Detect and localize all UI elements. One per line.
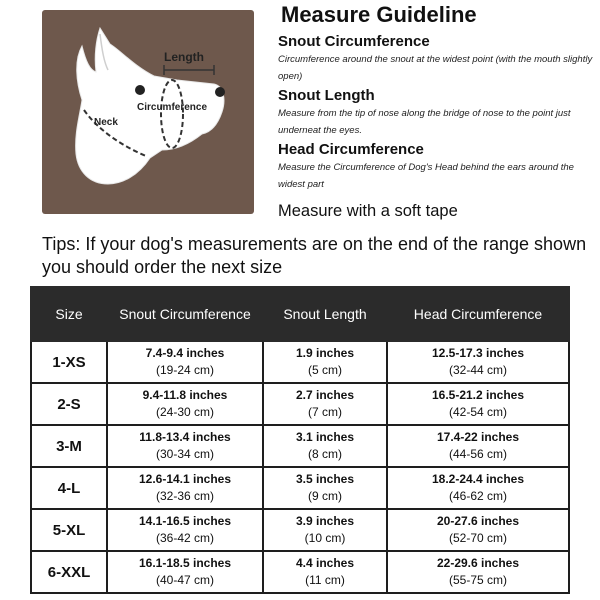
head-circumference-cell	[387, 509, 569, 551]
dog-eye	[135, 85, 145, 95]
table-row	[31, 467, 569, 509]
head-circumference-cell	[387, 551, 569, 593]
snout-circumference-cell	[107, 467, 263, 509]
inches-value: 12.6-14.1 inches	[138, 472, 232, 486]
snout-length-description: Measure from the tip of nose along the bridge of nose to the point just underneat the eyes.	[278, 108, 571, 136]
inches-value: 16.5-21.2 inches	[431, 388, 525, 402]
inches-value: 3.9 inches	[295, 514, 355, 528]
inches-value: 1.9 inches	[295, 346, 355, 360]
inches-value: 3.1 inches	[295, 430, 355, 444]
head-circumference-description: Measure the Circumference of Dog's Head behind the ears around the widest part	[278, 162, 574, 190]
cm-value: (9 cm)	[308, 489, 342, 503]
cm-value: (55-75 cm)	[448, 573, 507, 587]
inches-value: 16.1-18.5 inches	[138, 556, 232, 570]
cm-value: (7 cm)	[308, 405, 342, 419]
neck-label: Neck	[94, 117, 118, 128]
cm-value: (32-36 cm)	[155, 489, 214, 503]
inches-value: 14.1-16.5 inches	[138, 514, 232, 528]
inches-value: 4.4 inches	[295, 556, 355, 570]
dog-nose	[215, 87, 225, 97]
head-circumference-cell	[387, 341, 569, 383]
table-row	[31, 425, 569, 467]
snout-circumference-cell	[107, 425, 263, 467]
cm-value: (42-54 cm)	[448, 405, 507, 419]
inches-value: 20-27.6 inches	[436, 514, 520, 528]
cm-value: (44-56 cm)	[448, 447, 507, 461]
inches-value: 7.4-9.4 inches	[145, 346, 225, 360]
size-cell: 3-M	[31, 425, 107, 467]
head-circumference-cell	[387, 383, 569, 425]
snout-length-cell	[263, 551, 387, 593]
inches-value: 22-29.6 inches	[436, 556, 520, 570]
cm-value: (8 cm)	[308, 447, 342, 461]
header-head-circumference: Head Circumference	[387, 287, 569, 341]
cm-value: (19-24 cm)	[155, 363, 214, 377]
cm-value: (52-70 cm)	[448, 531, 507, 545]
cm-value: (24-30 cm)	[155, 405, 214, 419]
size-cell: 6-XXL	[31, 551, 107, 593]
cm-value: (5 cm)	[308, 363, 342, 377]
inches-value: 9.4-11.8 inches	[142, 388, 228, 402]
size-cell: 2-S	[31, 383, 107, 425]
snout-circumference-cell	[107, 341, 263, 383]
snout-length-heading: Snout Length	[278, 87, 375, 104]
inches-value: 18.2-24.4 inches	[431, 472, 525, 486]
head-circumference-heading: Head Circumference	[278, 141, 424, 158]
dog-illustration	[42, 10, 254, 214]
cm-value: (36-42 cm)	[155, 531, 214, 545]
soft-tape-note: Measure with a soft tape	[278, 202, 458, 220]
cm-value: (30-34 cm)	[155, 447, 214, 461]
guide-title: Measure Guideline	[281, 2, 477, 27]
head-circumference-cell	[387, 425, 569, 467]
table-header-row	[31, 287, 569, 341]
table-row	[31, 509, 569, 551]
snout-circumference-cell	[107, 509, 263, 551]
cm-value: (10 cm)	[304, 531, 346, 545]
table-row	[31, 383, 569, 425]
snout-length-cell	[263, 467, 387, 509]
inches-value: 17.4-22 inches	[436, 430, 520, 444]
header-snout-length: Snout Length	[263, 287, 387, 341]
inches-value: 3.5 inches	[295, 472, 355, 486]
size-cell: 1-XS	[31, 341, 107, 383]
cm-value: (46-62 cm)	[448, 489, 507, 503]
cm-value: (32-44 cm)	[448, 363, 507, 377]
inches-value: 2.7 inches	[295, 388, 355, 402]
table-row	[31, 341, 569, 383]
size-cell: 4-L	[31, 467, 107, 509]
circumference-label: Circumference	[137, 102, 208, 113]
size-chart-table	[30, 286, 570, 594]
snout-length-cell	[263, 341, 387, 383]
snout-length-cell	[263, 509, 387, 551]
snout-circumference-heading: Snout Circumference	[278, 33, 430, 50]
inches-value: 12.5-17.3 inches	[431, 346, 525, 360]
snout-length-cell	[263, 383, 387, 425]
snout-length-cell	[263, 425, 387, 467]
cm-value: (40-47 cm)	[155, 573, 214, 587]
snout-circumference-cell	[107, 383, 263, 425]
header-snout-circumference: Snout Circumference	[107, 287, 263, 341]
size-cell: 5-XL	[31, 509, 107, 551]
snout-circumference-description: Circumference around the snout at the widest point (with the mouth slightly open)	[278, 54, 593, 82]
cm-value: (11 cm)	[305, 573, 345, 587]
header-size: Size	[31, 287, 107, 341]
length-label: Length	[164, 50, 204, 64]
table-row	[31, 551, 569, 593]
head-circumference-cell	[387, 467, 569, 509]
inches-value: 11.8-13.4 inches	[139, 430, 231, 444]
tips-text: Tips: If your dog's measurements are on the end of the range shown you should order the next size	[42, 234, 587, 277]
snout-circumference-cell	[107, 551, 263, 593]
